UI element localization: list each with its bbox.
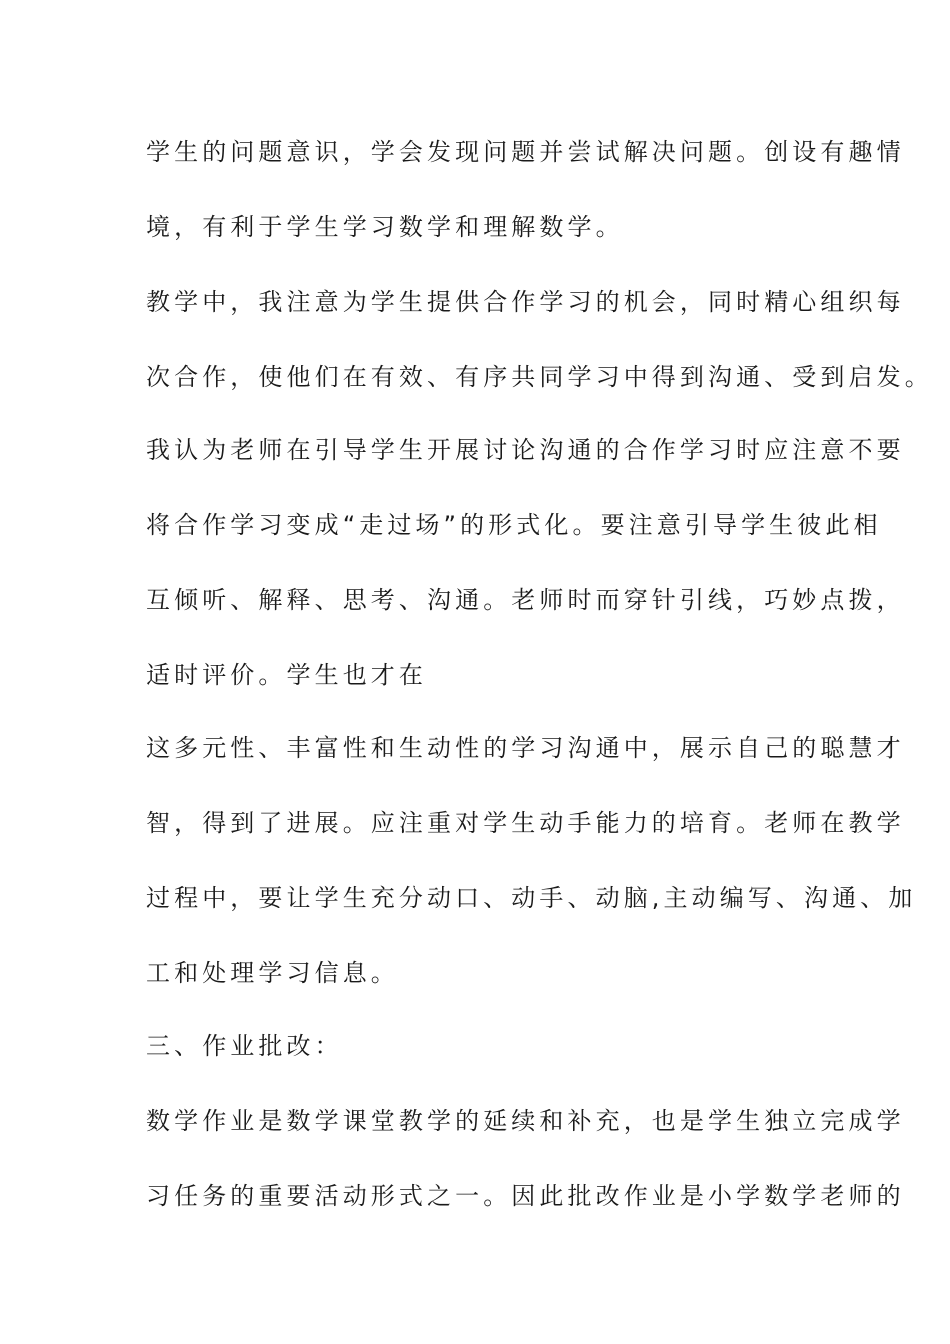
text-line: 这多元性、丰富性和生动性的学习沟通中，展示自己的聪慧才 [146, 734, 905, 762]
text-line: 互倾听、解释、思考、沟通。老师时而穿针引线，巧妙点拨， [146, 586, 905, 614]
text-line: 过程中，要让学生充分动口、动手、动脑,主动编写、沟通、加 [146, 884, 917, 912]
text-line: 适时评价。学生也才在 [146, 661, 427, 689]
section-heading: 三、作业批改： [146, 1032, 343, 1060]
text-line: 习任务的重要活动形式之一。因此批改作业是小学数学老师的 [146, 1182, 905, 1210]
text-line: 数学作业是数学课堂教学的延续和补充，也是学生独立完成学 [146, 1107, 905, 1135]
text-line: 智，得到了进展。应注重对学生动手能力的培育。老师在教学 [146, 809, 905, 837]
text-line: 境，有利于学生学习数学和理解数学。 [146, 213, 624, 241]
text-line: 我认为老师在引导学生开展讨论沟通的合作学习时应注意不要 [146, 436, 905, 464]
text-line: 次合作，使他们在有效、有序共同学习中得到沟通、受到启发。 [146, 363, 933, 391]
text-line: 学生的问题意识，学会发现问题并尝试解决问题。创设有趣情 [146, 138, 905, 166]
text-line: 教学中，我注意为学生提供合作学习的机会，同时精心组织每 [146, 288, 905, 316]
text-line: 工和处理学习信息。 [146, 959, 399, 987]
text-line: 将合作学习变成“走过场”的形式化。要注意引导学生彼此相 [146, 511, 882, 539]
